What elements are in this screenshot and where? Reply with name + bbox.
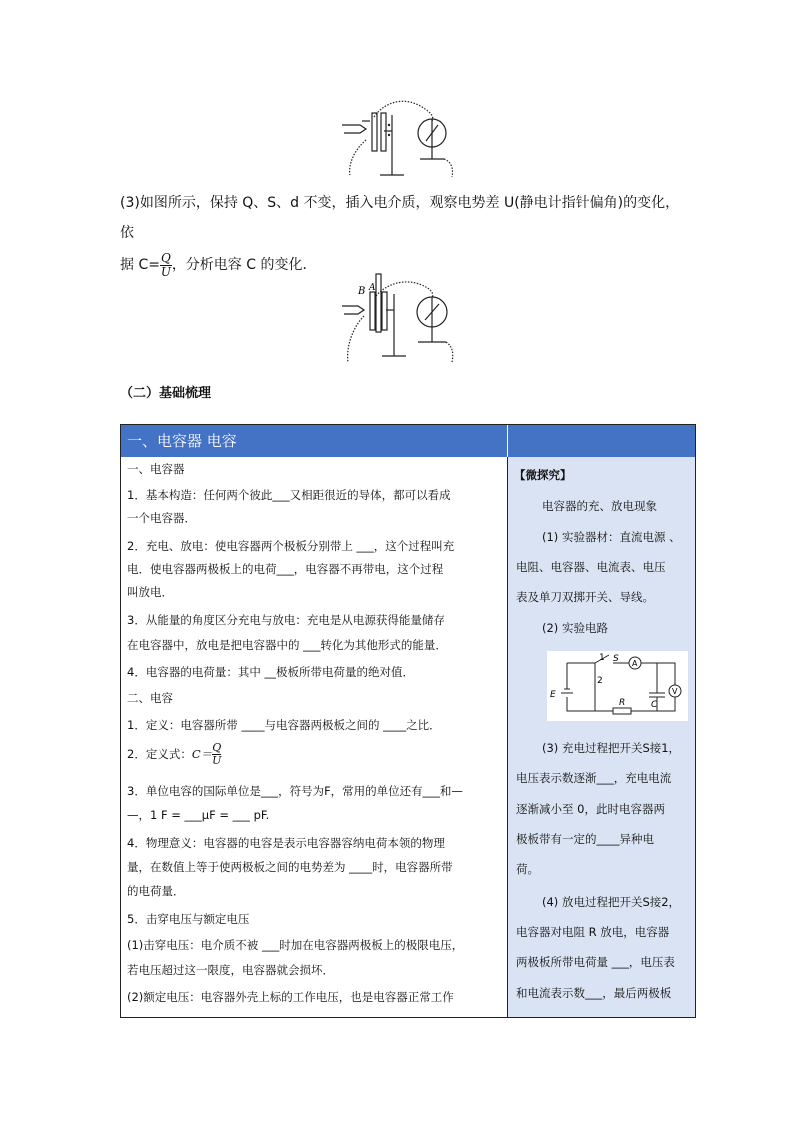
left-line: 二、电容 xyxy=(127,691,173,705)
left-line: (2)额定电压：电容器外壳上标的工作电压，也是电容器正常工作 xyxy=(127,990,454,1004)
right-line: 极板带有一定的____异种电 xyxy=(516,832,654,846)
ammeter-label: A xyxy=(632,659,638,668)
electroscope-figure-2 xyxy=(336,264,464,368)
summary-table xyxy=(120,424,696,1018)
right-line: 荷。 xyxy=(516,862,539,876)
definition-formula-label: 2．定义式： xyxy=(127,747,192,761)
table-right-column xyxy=(508,457,695,1017)
left-line: 量，在数值上等于使两极板之间的电势差为 ____时，电容器所带 xyxy=(127,860,453,874)
table-left-column xyxy=(121,457,507,1017)
left-line: 若电压超过这一限度，电容器就会损坏． xyxy=(127,963,334,977)
definition-denominator: U xyxy=(212,754,222,767)
table-header-divider xyxy=(507,425,508,457)
definition-fraction xyxy=(212,742,221,767)
right-line: (1) 实验器材：直流电源 、 xyxy=(542,530,681,544)
definition-numerator: Q xyxy=(212,741,222,754)
left-line: 一、电容器 xyxy=(127,462,185,476)
fraction-denominator: U xyxy=(160,264,171,279)
left-line: —，1 F = ___μF = ___ pF. xyxy=(127,808,270,822)
right-line: 两极板所带电荷量 ___，电压表 xyxy=(516,955,675,969)
left-line: 1．基本构造：任何两个彼此___又相距很近的导体，都可以看成 xyxy=(127,488,451,502)
right-line: (3) 充电过程把开关S接1， xyxy=(542,741,681,755)
left-line: 叫放电． xyxy=(127,585,173,599)
left-line: 一个电容器． xyxy=(127,511,196,525)
left-line: 4．电容器的电荷量：其中 __极板所带电荷量的绝对值． xyxy=(127,665,414,679)
switch-pos-2: 2 xyxy=(597,676,603,686)
paragraph-3-line1: (3)如图所示，保持 Q、S、d 不变，插入电介质，观察电势差 U(静电计指针偏角)的变化，依 xyxy=(120,195,680,241)
left-line: 2．充电、放电：使电容器两个极板分别带上 ___，这个过程叫充 xyxy=(127,539,455,553)
right-line: 电压表示数逐渐___，充电电流 xyxy=(516,771,672,785)
capacitance-fraction xyxy=(160,252,172,279)
experiment-circuit-diagram xyxy=(547,651,688,721)
definition-formula xyxy=(127,742,221,767)
resistor-label: R xyxy=(619,698,626,708)
voltmeter-label: V xyxy=(672,687,678,696)
left-line: 3．从能量的角度区分充电与放电：充电是从电源获得能量储存 xyxy=(127,613,445,627)
right-line: (4) 放电过程把开关S接2， xyxy=(542,895,681,909)
switch-label: S xyxy=(613,654,619,664)
right-line: 电容器的充、放电现象 xyxy=(542,499,657,513)
left-line: 的电荷量． xyxy=(127,884,185,898)
paragraph-3-line2-pre: 据 C= xyxy=(120,257,160,273)
battery-label: E xyxy=(550,690,556,700)
micro-explore-title: 【微探究】 xyxy=(514,468,572,482)
right-line: (2) 实验电路 xyxy=(542,621,608,635)
right-line: 表及单刀双掷开关、导线。 xyxy=(516,590,654,604)
left-line: 1．定义：电容器所带 ____与电容器两极板之间的 ____之比． xyxy=(127,718,441,732)
plate-label-b: B xyxy=(358,286,366,297)
definition-formula-c: C＝ xyxy=(191,747,213,761)
left-line: 5．击穿电压与额定电压 xyxy=(127,912,250,926)
capacitor-label: C xyxy=(651,700,658,710)
left-line: 4．物理意义：电容器的电容是表示电容器容纳电荷本领的物理 xyxy=(127,836,445,850)
electroscope-figure-1 xyxy=(336,95,464,181)
table-header-title: 一、电容器 电容 xyxy=(127,432,237,450)
right-line: 和电流表示数___，最后两极板 xyxy=(516,986,672,1000)
left-line: 3．单位电容的国际单位是___，符号为F，常用的单位还有___和— xyxy=(127,784,463,798)
left-line: 在电容器中，放电是把电容器中的 ___转化为其他形式的能量． xyxy=(127,638,447,652)
right-line: 电阻、电容器、电流表、电压 xyxy=(516,560,666,574)
section-title: （二）基础梳理 xyxy=(120,386,212,401)
left-line: (1)击穿电压：电介质不被 ___时加在电容器两极板上的极限电压， xyxy=(127,938,464,952)
paragraph-3-line2-post: ，分析电容 C 的变化． xyxy=(171,257,317,273)
table-header xyxy=(121,425,695,457)
fraction-numerator: Q xyxy=(160,250,171,265)
right-line: 电容器对电阻 R 放电，电容器 xyxy=(516,925,670,939)
switch-pos-1: 1 xyxy=(599,653,605,663)
right-line: 逐渐减小至 0，此时电容器两 xyxy=(516,802,665,816)
plate-label-a: A xyxy=(369,283,376,293)
left-line: 电．使电容器两极板上的电荷___，电容器不再带电，这个过程 xyxy=(127,562,444,576)
